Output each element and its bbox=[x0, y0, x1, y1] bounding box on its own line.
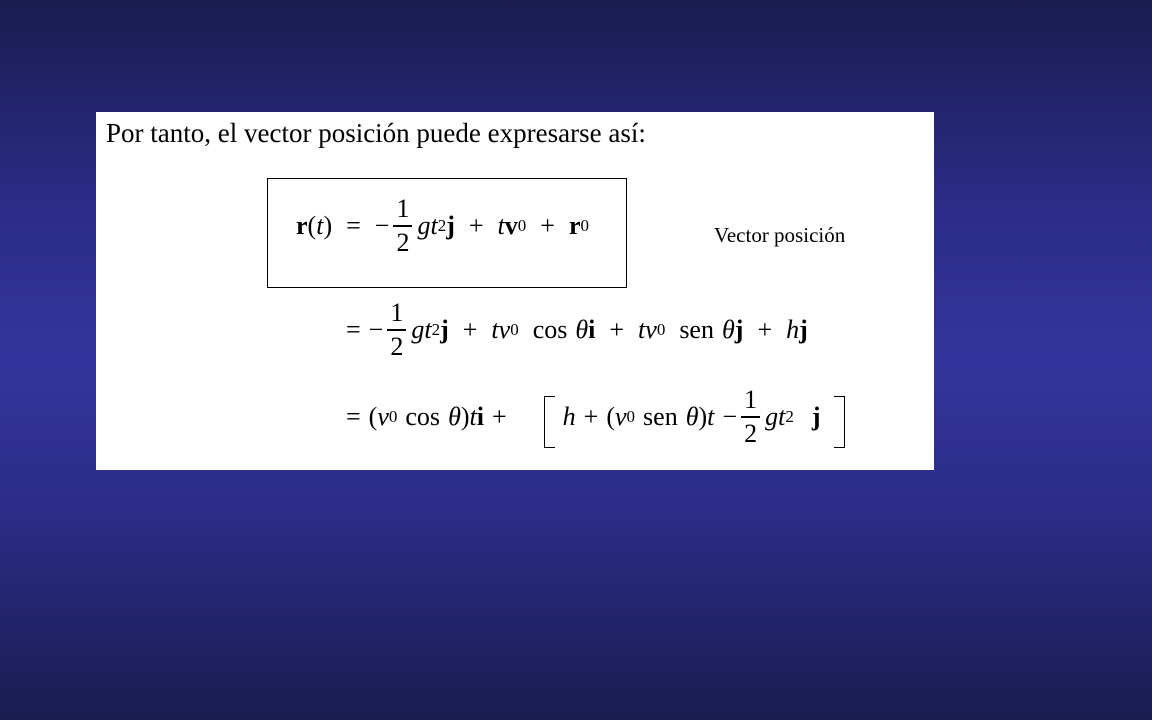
equation-expanded: = − $\frac{1}{2}$ g t 2 j + tv 0 cos θ i + tv 0 sen θ j + h j bbox=[346, 298, 808, 361]
intro-text: Por tanto, el vector posición puede expresarse así: bbox=[106, 118, 646, 148]
vector-position-label: Vector posición bbox=[714, 223, 846, 247]
right-bracket bbox=[834, 396, 845, 448]
equation-panel bbox=[96, 112, 934, 470]
equation-position-vector: r ( t ) = − $\frac{1}{2}$ g t 2 j + t v 0 + r 0 bbox=[296, 194, 589, 257]
fraction-one-half: $\frac{1}{2}$ bbox=[387, 300, 406, 360]
fraction-one-half: $\frac{1}{2}$ bbox=[393, 196, 412, 256]
left-bracket bbox=[544, 396, 555, 448]
equation-components: = ( v 0 cos θ ) t i + h + ( v 0 sen θ ) t − $\frac{1}{2}$ g t 2 j bbox=[346, 385, 821, 448]
fraction-one-half: $\frac{1}{2}$ bbox=[741, 387, 760, 447]
